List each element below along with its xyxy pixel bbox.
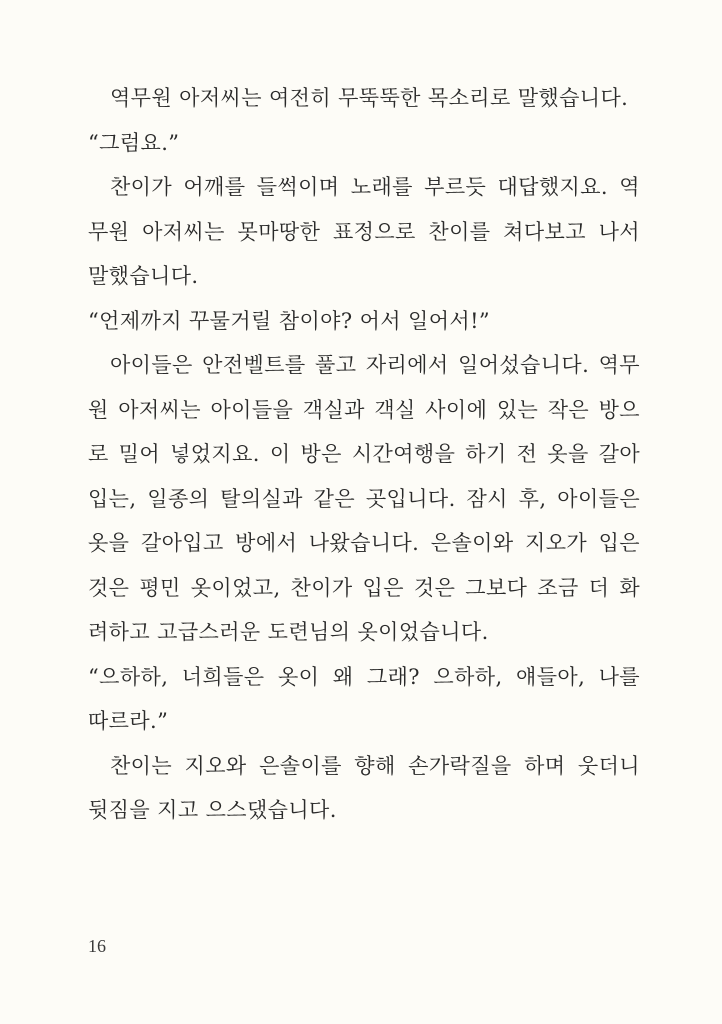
text-line: 옷을 갈아입고 방에서 나왔습니다. 은솔이와 지오가 입은 — [88, 531, 640, 555]
text-line: “언제까지 꾸물거릴 참이야? 어서 일어서!” — [88, 308, 491, 333]
text-line: 찬이가 어깨를 들썩이며 노래를 부르듯 대답했지요. 역 — [110, 175, 640, 199]
text-line: 아이들은 안전벨트를 풀고 자리에서 일어섰습니다. 역무 — [110, 353, 640, 377]
text-line: 뒷짐을 지고 으스댔습니다. — [88, 798, 337, 822]
text-line: 원 아저씨는 아이들을 객실과 객실 사이에 있는 작은 방으 — [88, 397, 640, 422]
text-line: “그럼요.” — [88, 130, 180, 155]
text-line: 역무원 아저씨는 여전히 무뚝뚝한 목소리로 말했습니다. — [110, 86, 629, 110]
page-body — [88, 78, 640, 835]
text-line: 로 밀어 넣었지요. 이 방은 시간여행을 하기 전 옷을 갈아 — [88, 442, 640, 466]
text-line: 말했습니다. — [88, 264, 199, 288]
text-line: 것은 평민 옷이었고, 찬이가 입은 것은 그보다 조금 더 화 — [88, 575, 640, 600]
text-line: 따르라.” — [88, 709, 169, 733]
text-line: “으하하, 너희들은 옷이 왜 그래? 으하하, 얘들아, 나를 — [88, 664, 640, 689]
text-line: 찬이는 지오와 은솔이를 향해 손가락질을 하며 웃더니 — [110, 753, 640, 778]
page-number: 16 — [88, 936, 106, 956]
text-line: 무원 아저씨는 못마땅한 표정으로 찬이를 쳐다보고 나서 — [88, 219, 640, 244]
text-line: 려하고 고급스러운 도련님의 옷이었습니다. — [88, 620, 489, 644]
text-line: 입는, 일종의 탈의실과 같은 곳입니다. 잠시 후, 아이들은 — [88, 486, 640, 511]
